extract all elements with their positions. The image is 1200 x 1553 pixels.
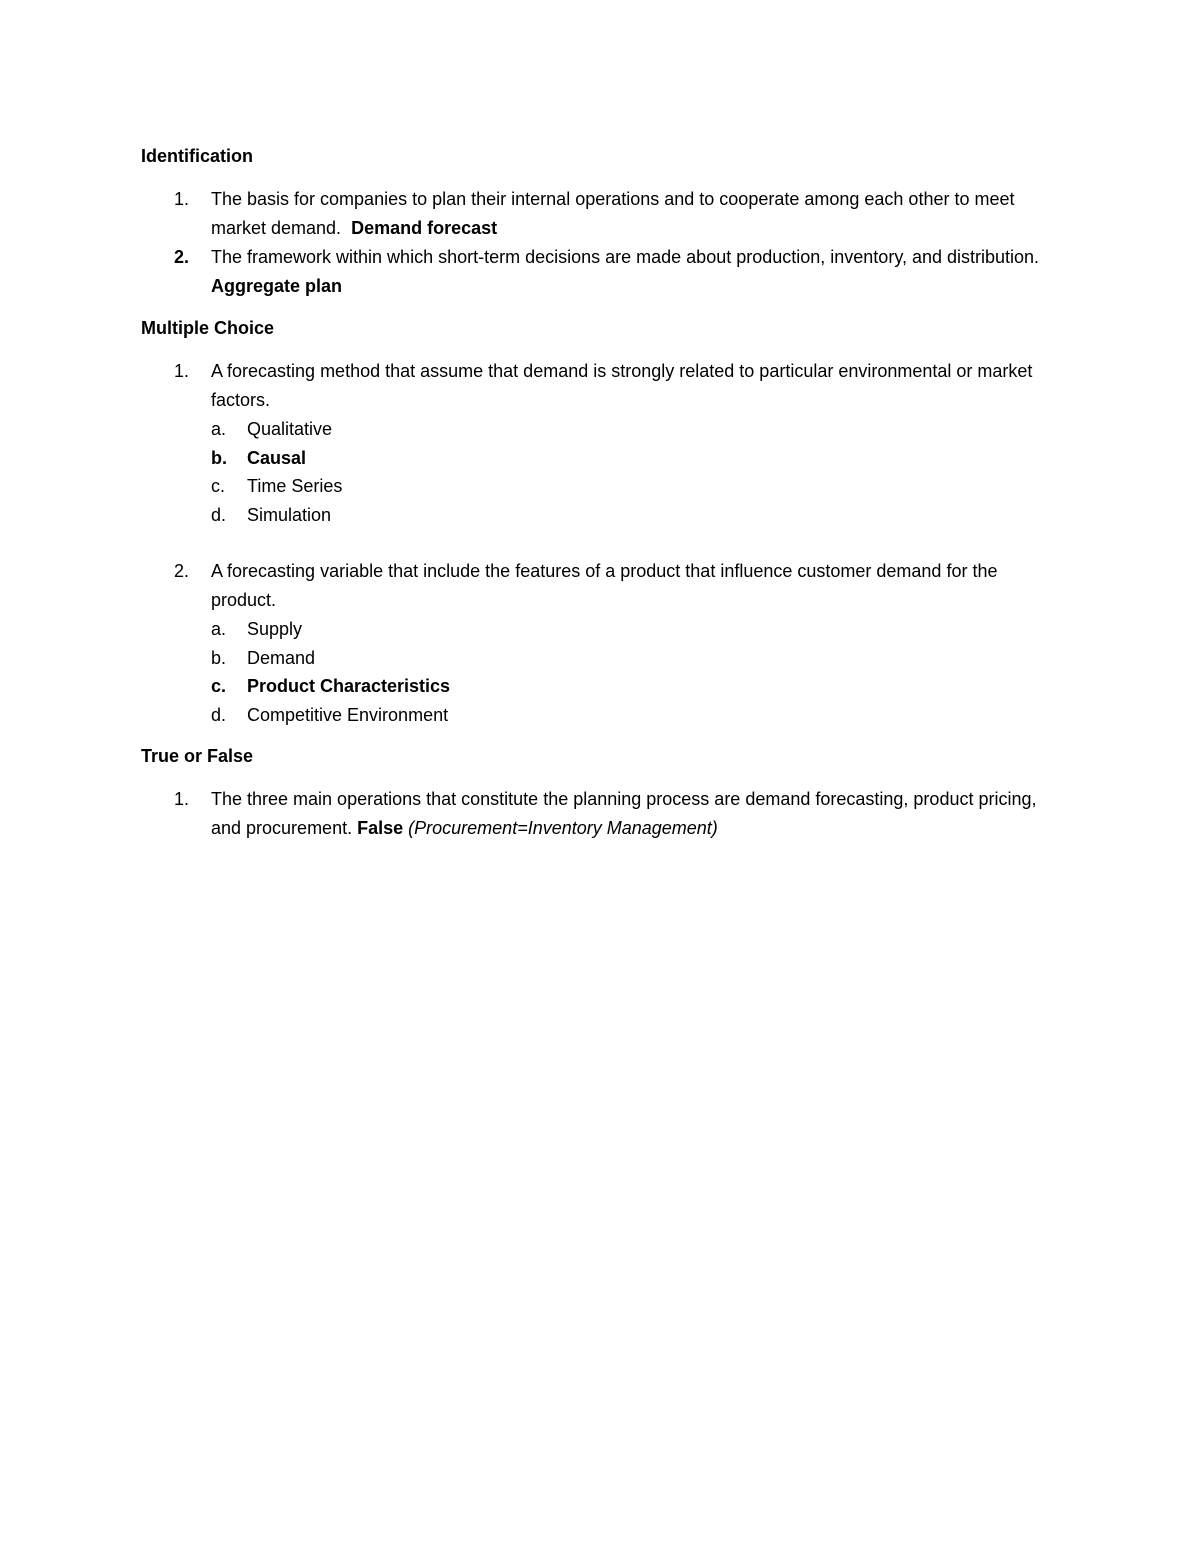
option-text: Competitive Environment xyxy=(247,704,449,725)
option-letter: a. xyxy=(211,619,227,639)
option-letter: b. xyxy=(211,647,227,668)
option-item-correct xyxy=(211,444,1061,473)
section-heading-true-false: True or False xyxy=(141,746,254,766)
option-letter: a. xyxy=(211,419,227,439)
item-number: 1. xyxy=(174,189,190,209)
option-text: Supply xyxy=(247,619,303,639)
option-item-correct xyxy=(211,672,1061,701)
option-text: Time Series xyxy=(247,476,343,496)
option-letter: d. xyxy=(211,704,227,725)
true-false-list xyxy=(141,785,1061,843)
question-text: A forecasting variable that include the features of a product that influence customer demand for the product. xyxy=(211,561,998,610)
option-list xyxy=(211,615,1061,729)
item-answer: Demand forecast xyxy=(351,218,498,238)
true-false-item xyxy=(141,785,1061,843)
question-number: 2. xyxy=(174,561,190,581)
item-answer: False xyxy=(357,818,404,838)
identification-item xyxy=(141,185,1061,243)
option-item xyxy=(211,701,1061,730)
identification-list xyxy=(141,185,1061,301)
item-number: 2. xyxy=(174,247,190,267)
section-heading-identification: Identification xyxy=(141,146,253,166)
option-item xyxy=(211,615,1061,644)
option-text: Causal xyxy=(247,447,307,468)
item-text: The basis for companies to plan their internal operations and to cooperate among each other to meet market demand. xyxy=(211,189,1015,238)
item-text: The three main operations that constitute the planning process are demand forecasting, product pricing, and procurement. xyxy=(211,789,1037,838)
question-item xyxy=(141,357,1061,529)
identification-item xyxy=(141,243,1061,301)
question-text: A forecasting method that assume that demand is strongly related to particular environmental or market factors. xyxy=(211,361,1033,410)
item-number: 1. xyxy=(174,789,190,809)
option-text: Simulation xyxy=(247,504,332,525)
option-item xyxy=(211,472,1061,501)
option-letter: b. xyxy=(211,447,227,468)
option-letter: c. xyxy=(211,676,227,696)
option-item xyxy=(211,501,1061,530)
section-heading-multiple-choice: Multiple Choice xyxy=(141,318,275,338)
option-letter: d. xyxy=(211,504,227,525)
option-text: Qualitative xyxy=(247,419,333,439)
question-item xyxy=(141,557,1061,729)
option-item xyxy=(211,644,1061,673)
option-text: Product Characteristics xyxy=(247,676,451,696)
item-note: (Procurement=Inventory Management) xyxy=(408,818,718,838)
option-list xyxy=(211,415,1061,529)
option-text: Demand xyxy=(247,647,316,668)
item-text: The framework within which short-term decisions are made about production, inventory, and distribution. xyxy=(211,247,1040,267)
question-number: 1. xyxy=(174,361,190,381)
option-letter: c. xyxy=(211,476,226,496)
document-content xyxy=(141,143,1061,843)
multiple-choice-list xyxy=(141,357,1061,729)
item-answer: Aggregate plan xyxy=(211,276,343,296)
option-item xyxy=(211,415,1061,444)
